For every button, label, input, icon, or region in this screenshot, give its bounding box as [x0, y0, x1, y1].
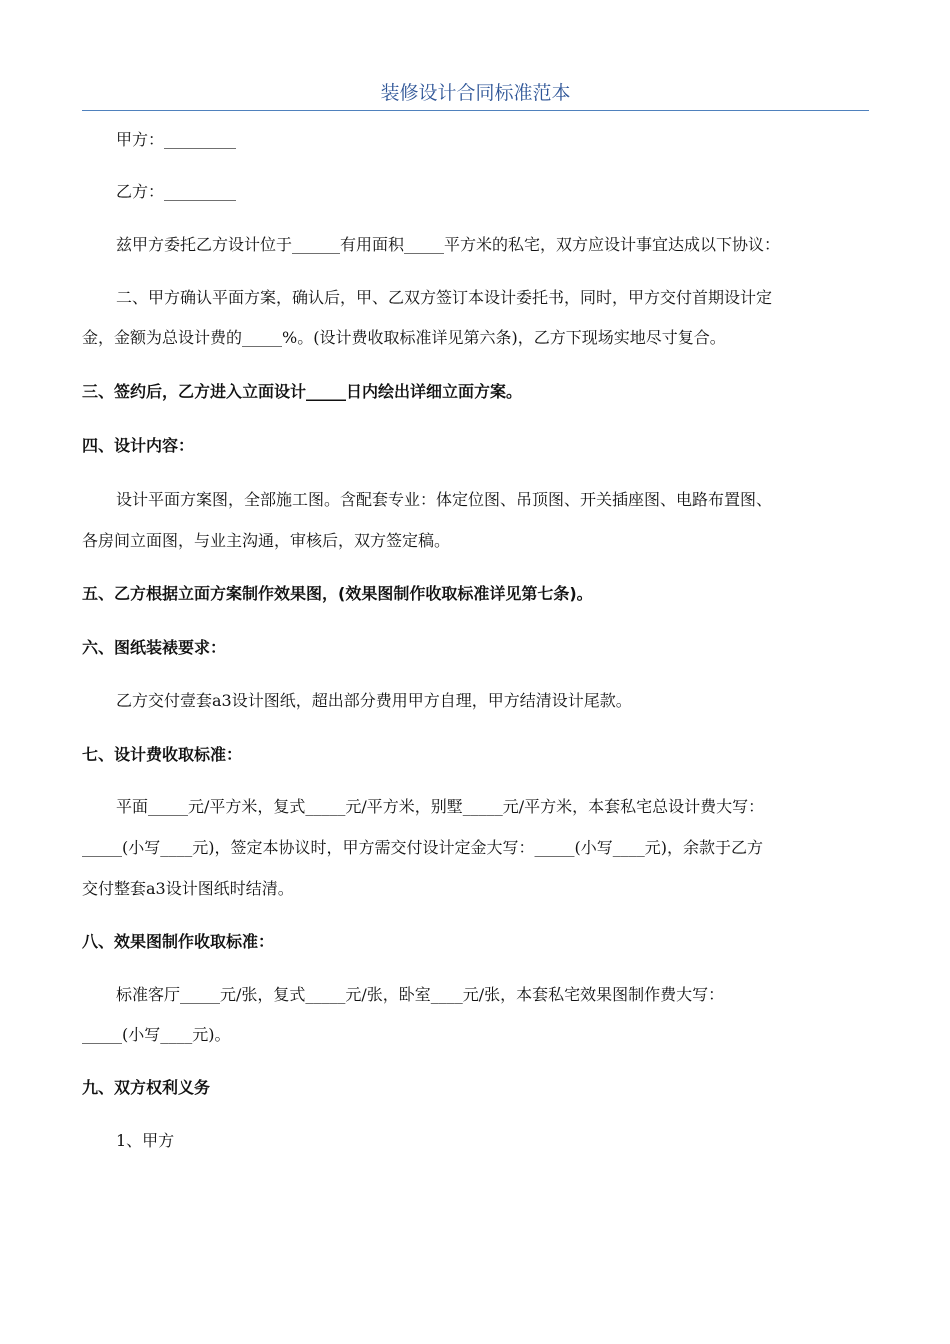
- clause-6-heading: 六、图纸装裱要求：: [82, 638, 227, 657]
- clause-7-heading: 七、设计费收取标准：: [82, 745, 243, 764]
- clause-4-heading: 四、设计内容：: [82, 436, 195, 455]
- clause-8-heading: 八、效果图制作收取标准：: [82, 932, 275, 951]
- clause-2-line-2: 金，金额为总设计费的_____%。(设计费收取标准详见第六条)，乙方下现场实地尽寸复合。: [82, 328, 726, 347]
- clause-4-line-1: 设计平面方案图，全部施工图。含配套专业：体定位图、吊顶图、开关插座图、电路布置图、: [116, 490, 773, 509]
- intro-paragraph: 兹甲方委托乙方设计位于______有用面积_____平方米的私宅，双方应设计事宜达成以下协议：: [116, 235, 781, 254]
- clause-4-line-2: 各房间立面图，与业主沟通，审核后，双方签定稿。: [82, 531, 451, 550]
- clause-6-text: 乙方交付壹套a3设计图纸，超出部分费用甲方自理，甲方结清设计尾款。: [116, 691, 632, 710]
- clause-5: 五、乙方根据立面方案制作效果图，(效果图制作收取标准详见第七条)。: [82, 584, 593, 603]
- clause-8-line-2: _____(小写____元)。: [82, 1025, 231, 1044]
- clause-9-heading: 九、双方权利义务: [82, 1078, 211, 1097]
- clause-8-line-1: 标准客厅_____元/张，复式_____元/张，卧室____元/张，本套私宅效果图制作费大写：: [116, 985, 725, 1004]
- page-header: [82, 80, 869, 111]
- clause-2-line-1: 二、甲方确认平面方案，确认后，甲、乙双方签订本设计委托书，同时，甲方交付首期设计定: [116, 288, 773, 307]
- clause-7-line-2: _____(小写____元)，签定本协议时，甲方需交付设计定金大写：_____(小写____元)，余款于乙方: [82, 838, 763, 857]
- clause-9-item-1: 1、甲方: [116, 1131, 175, 1150]
- document-title: 装修设计合同标准范本: [380, 82, 571, 104]
- clause-3: 三、签约后，乙方进入立面设计_____日内绘出详细立面方案。: [82, 382, 523, 401]
- clause-7-line-3: 交付整套a3设计图纸时结清。: [82, 879, 294, 898]
- clause-7-line-1: 平面_____元/平方米，复式_____元/平方米，别墅_____元/平方米，本套私宅总设计费大写：: [116, 797, 765, 816]
- party-b-line: 乙方：_________: [116, 182, 237, 201]
- party-a-line: 甲方：_________: [116, 130, 237, 149]
